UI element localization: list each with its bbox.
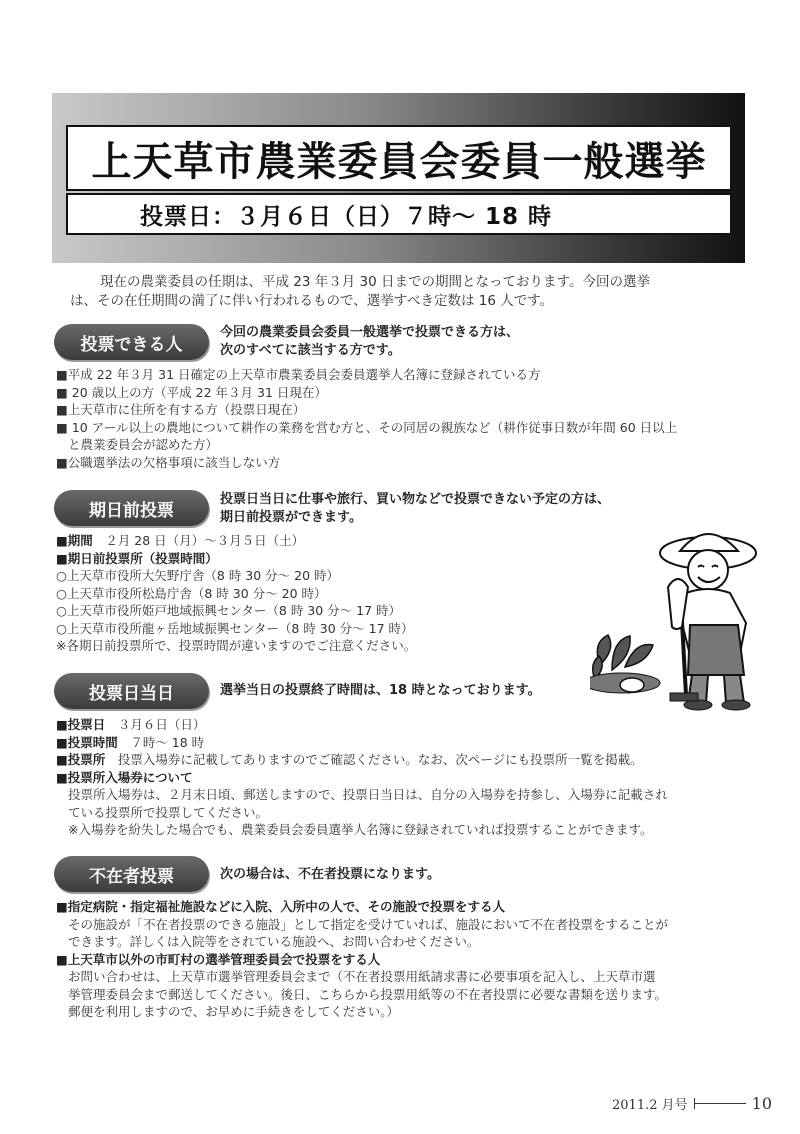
footer-rule [694, 1103, 746, 1104]
election-day-details: ■投票日 ３月６日（日） ■投票時間 ７時～ 18 時 ■投票所 投票入場券に記載してありますのでご確認ください。なお、次ページにも投票所一覧を掲載。 ■投票所入場券について 投票所入場券は、２月末日頃、郵送しますので、投票日当日は、自分の入場券を持参し、入場券に記載され ている投票所で投票してください。 ※入場券を紛失した場合でも、農業委員会委員選挙人名簿に登録されていれば投票することができます。 [56, 717, 668, 837]
section-label-election-day: 投票日当日 [54, 673, 209, 709]
section-label-eligible-voters: 投票できる人 [54, 324, 209, 360]
farmer-illustration [590, 515, 760, 715]
title-box [66, 125, 732, 191]
issue-label: 2011.2 月号 [612, 1098, 688, 1113]
list-item: ■平成 22 年３月 31 日確定の上天草市農業委員会委員選挙人名簿に登録されている方 [56, 367, 541, 382]
section-lead-election-day: 選挙当日の投票終了時間は、18 時となっております。 [220, 683, 541, 698]
list-item: ○上天草市役所龍ヶ岳地域振興センター（8 時 30 分～ 17 時） [56, 620, 414, 636]
page-footer [612, 1094, 772, 1113]
section-lead-absentee-voting: 次の場合は、不在者投票になります。 [220, 867, 440, 882]
list-item: ○上天草市役所松島庁舎（8 時 30 分～ 20 時） [56, 585, 327, 601]
list-item: ○上天草市役所大矢野庁舎（8 時 30 分～ 20 時） [56, 568, 340, 583]
list-item: ■ 20 歳以上の方（平成 22 年３月 31 日現在） [56, 384, 327, 400]
eligibility-list [56, 366, 716, 471]
intro-paragraph: 現在の農業委員の任期は、平成 23 年３月 30 日までの期間となっております。今回の選挙 は、その在任期間の満了に伴い行われるもので、選挙すべき定数は 16 人です。 [70, 274, 650, 309]
list-item: ■ 10 アール以上の農地について耕作の業務を営む方と、その同居の親族など（耕作従事日数が年間 60 日以上 [56, 419, 678, 435]
absentee-voting-details: ■指定病院・指定福祉施設などに入院、入所中の人で、その施設で投票をする人 その施設が「不在者投票のできる施設」として指定を受けていれば、施設において不在者投票をすることが できます。詳しくは入院等をされている施設へ、お問い合わせください。 ■上天草市以外の市町村の選挙管理委員会で投票をする人 お問い合わせは、上天草市選挙管理委員会まで（不在者投票用紙請求書に必要事項を記入し、上天草市選 挙管理委員会まで郵送してください。後日、こちらから投票用紙等の不在者投票に必要な書類を送ります。 郵便を利用しますので、お早めに手続きをしてください。） [56, 899, 669, 1019]
section-lead-eligible-voters: 今回の農業委員会委員一般選挙で投票できる方は、 次のすべてに該当する方です。 [220, 325, 520, 358]
section-label-early-voting: 期日前投票 [54, 490, 209, 526]
list-item: と農業委員会が認めた方） [68, 437, 219, 452]
early-voting-details: ■期間 ２月 28 日（月）～３月５日（土） ■期日前投票所（投票時間） ○上天草市役所大矢野庁舎（8 時 30 分～ 20 時） ○上天草市役所松島庁舎（8 時 30 分～ 20 時） ○上天草市役所姫戸地域振興センター（8 時 30 分～ 17 時） ○上天草市役所龍ヶ岳地域振興センター（8 時 30 分～ 17 時） ※各期日前投票所で、投票時間が違いますのでご注意ください。 [56, 532, 716, 655]
list-item: ■公職選挙法の欠格事項に該当しない方 [56, 454, 281, 470]
list-item: ○上天草市役所姫戸地域振興センター（8 時 30 分～ 17 時） [56, 603, 402, 618]
section-lead-early-voting: 投票日当日に仕事や旅行、買い物などで投票できない予定の方は、 期日前投票ができます。 [220, 492, 611, 525]
list-item: ■上天草市に住所を有する方（投票日現在） [56, 402, 306, 417]
voting-date-subtitle: 投票日：３月６日（日）７時～ 18 時 [140, 203, 553, 230]
subtitle-box [66, 193, 732, 235]
page-number: 10 [751, 1094, 772, 1113]
section-label-absentee-voting: 不在者投票 [54, 856, 209, 892]
page-title: 上天草市農業委員会委員一般選挙 [91, 138, 707, 185]
